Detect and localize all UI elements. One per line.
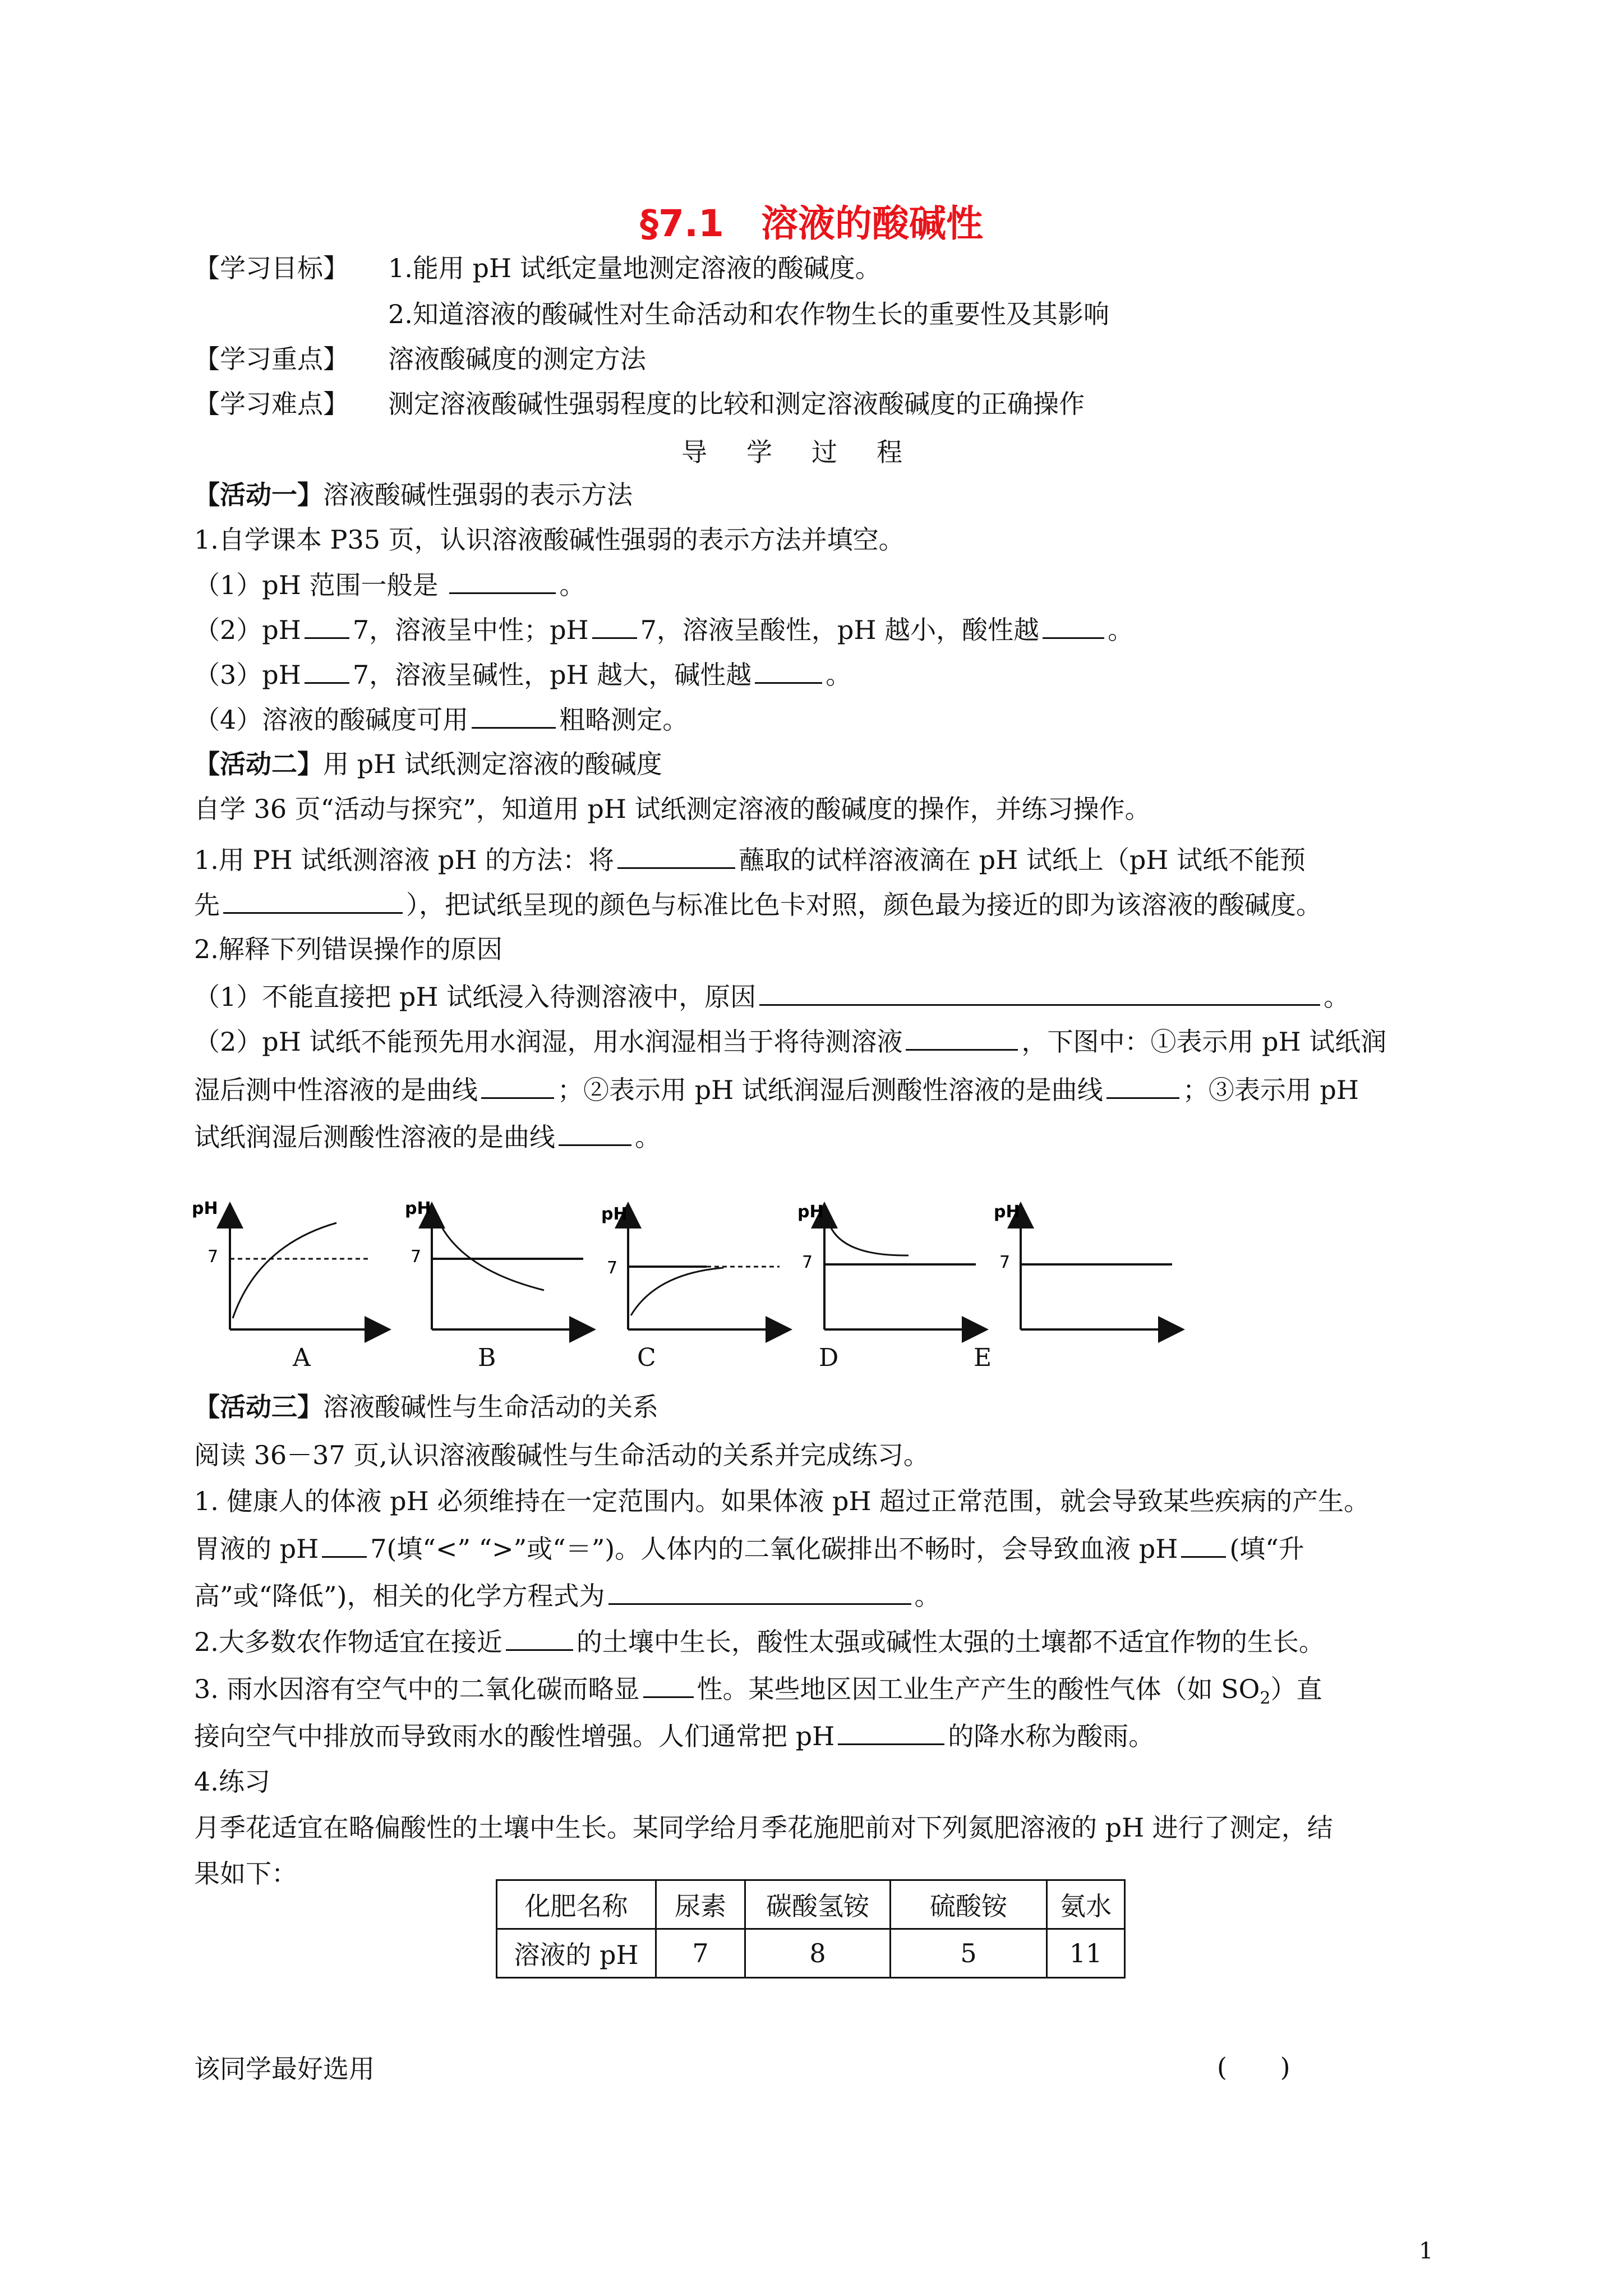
- table-cell: 硫酸铵: [891, 1880, 1047, 1929]
- figure-e-ref-label: 7: [999, 1253, 1011, 1272]
- objective-2: 2.知道溶液的酸碱性对生命活动和农作物生长的重要性及其影响: [388, 299, 1109, 329]
- blank-equation[interactable]: [608, 1579, 911, 1605]
- figure-a-ref-label: 7: [208, 1247, 219, 1267]
- blank-ph-range[interactable]: [449, 568, 556, 594]
- objectives-row: [194, 251, 1428, 285]
- activity1-title: 溶液酸碱性强弱的表示方法: [323, 480, 633, 510]
- blank-blood-ph[interactable]: [1181, 1531, 1226, 1558]
- focus-row: [194, 342, 1428, 376]
- activity2-intro: 自学 36 页“活动与探究”，知道用 pH 试纸测定溶液的酸碱度的操作，并练习操作。: [194, 794, 1151, 824]
- fertilizer-table: [496, 1879, 1126, 1978]
- difficulty-label: 【学习难点】: [194, 389, 349, 419]
- activity3-intro: 阅读 36－37 页,认识溶液酸碱性与生命活动的关系并完成练习。: [194, 1440, 929, 1470]
- table-cell: 碳酸氢铵: [745, 1880, 891, 1929]
- activity1-s4: （4）溶液的酸碱度可用 粗略测定。: [194, 702, 1428, 737]
- figure-letter-c: C: [637, 1343, 656, 1372]
- table-cell: 氨水: [1047, 1880, 1125, 1929]
- activity2-q2-2-line1: （2）pH 试纸不能预先用水润湿，用水润湿相当于将待测溶液 ，下图中：①表示用 pH 试纸润: [194, 1024, 1428, 1059]
- focus-text: 溶液酸碱度的测定方法: [388, 344, 646, 374]
- table-cell: 化肥名称: [497, 1880, 656, 1929]
- activity2-q2-2-line3: 试纸润湿后测酸性溶液的是曲线 。: [194, 1120, 1428, 1154]
- table-cell: 8: [745, 1929, 891, 1978]
- activity3-p3-line1: 3. 雨水因溶有空气中的二氧化碳而略显 性。某些地区因工业生产产生的酸性气体（如 $SO_2$）直: [194, 1672, 1428, 1715]
- activity2-q1-line2: 先 ），把试纸呈现的颜色与标准比色卡对照，颜色最为接近的即为该溶液的酸碱度。: [194, 887, 1428, 922]
- difficulty-row: [194, 387, 1428, 421]
- objectives-row-2: [194, 297, 1428, 331]
- activity2-q2: 2.解释下列错误操作的原因: [194, 934, 502, 964]
- activity1-s3: （3）pH 7，溶液呈碱性，pH 越大，碱性越 。: [194, 657, 1428, 692]
- blank-acidic[interactable]: [592, 613, 637, 639]
- difficulty-text: 测定溶液酸碱性强弱程度的比较和测定溶液酸碱度的正确操作: [388, 389, 1085, 419]
- blank-basic[interactable]: [305, 657, 349, 684]
- blank-base-strength[interactable]: [755, 657, 822, 684]
- figure-e-axis-label: pH: [994, 1202, 1020, 1222]
- activity3-p5-line1: 月季花适宜在略偏酸性的土壤中生长。某同学给月季花施肥前对下列氮肥溶液的 pH 进行了测定，结: [194, 1812, 1333, 1843]
- blank-acid-strength[interactable]: [1043, 613, 1104, 639]
- activity3-p2: 2.大多数农作物适宜在接近 的土壤中生长，酸性太强或碱性太强的土壤都不适宜作物的生长。: [194, 1625, 1428, 1659]
- table-cell: 7: [656, 1929, 745, 1978]
- ph-curve-figures: [185, 1189, 1223, 1391]
- activity3-p5-line2: 果如下：: [194, 1858, 297, 1889]
- figure-d-curve: [827, 1217, 909, 1255]
- activity3-p1-line3: 高”或“降低”)，相关的化学方程式为 。: [194, 1579, 1428, 1613]
- blank-measure-tool[interactable]: [472, 702, 556, 729]
- activity3-title: 溶液酸碱性与生命活动的关系: [323, 1392, 658, 1422]
- figure-c: [601, 1204, 788, 1329]
- activity3-p3-line2: 接向空气中排放而导致雨水的酸性增强。人们通常把 pH 的降水称为酸雨。: [194, 1719, 1428, 1753]
- activity2-title: 用 pH 试纸测定溶液的酸碱度: [323, 749, 662, 779]
- activity2-heading: [194, 747, 1428, 781]
- table-cell: 尿素: [656, 1880, 745, 1929]
- blank-neutral[interactable]: [305, 613, 349, 639]
- activity2-q2-1: （1）不能直接把 pH 试纸浸入待测溶液中，原因 。: [194, 979, 1428, 1014]
- figure-e: [994, 1202, 1181, 1329]
- activity1-heading: [194, 478, 1428, 512]
- figure-d-axis-label: pH: [797, 1202, 824, 1222]
- blank-reason[interactable]: [759, 979, 1320, 1006]
- activity2-head: 【活动二】: [194, 749, 323, 779]
- figure-letter-a: A: [293, 1343, 311, 1372]
- figure-a-curve: [233, 1223, 336, 1318]
- figure-c-curve: [631, 1268, 723, 1315]
- figure-b: [405, 1199, 592, 1329]
- figure-d: [797, 1202, 984, 1329]
- activity1-s1: （1）pH 范围一般是 。: [194, 568, 1428, 602]
- figure-c-ref-label: 7: [607, 1258, 618, 1278]
- activity2-q1-line1: 1.用 PH 试纸测溶液 pH 的方法：将 蘸取的试样溶液滴在 pH 试纸上（pH 试纸不能预: [194, 843, 1428, 877]
- blank-curve-2[interactable]: [1106, 1073, 1179, 1099]
- page-number: 1: [1419, 2238, 1433, 2264]
- figure-b-axis-label: pH: [405, 1199, 431, 1218]
- figure-letter-d: D: [819, 1343, 839, 1372]
- figure-b-curve: [435, 1212, 544, 1290]
- figure-letter-e: E: [974, 1343, 992, 1372]
- final-question: 该同学最好选用: [194, 2054, 375, 2084]
- process-title: 导学过程: [681, 437, 942, 467]
- activity3-p4: 4.练习: [194, 1766, 270, 1797]
- activity3-p1-line2: 胃液的 pH 7(填“<” “>”或“＝”)。人体内的二氧化碳排出不畅时，会导致血液 pH (填“升: [194, 1531, 1428, 1566]
- figure-b-ref-label: 7: [411, 1247, 422, 1267]
- blank-gastric-ph[interactable]: [322, 1531, 367, 1558]
- blank-pretreat[interactable]: [223, 887, 403, 914]
- figure-a: [192, 1199, 387, 1329]
- page-title: §7.1 溶液的酸碱性: [640, 202, 983, 245]
- table-cell: 溶液的 pH: [497, 1929, 656, 1978]
- activity3-p1-line1: 1. 健康人的体液 pH 必须维持在一定范围内。如果体液 pH 超过正常范围，就会导致某些疾病的产生。: [194, 1486, 1370, 1516]
- figure-letter-b: B: [478, 1343, 496, 1372]
- blank-soil[interactable]: [506, 1625, 573, 1651]
- objective-1: 1.能用 pH 试纸定量地测定溶液的酸碱度。: [388, 253, 881, 283]
- figure-d-ref-label: 7: [802, 1253, 813, 1272]
- activity1-q1: 1.自学课本 P35 页，认识溶液酸碱性强弱的表示方法并填空。: [194, 524, 905, 555]
- activity1-s2: （2）pH 7，溶液呈中性；pH 7，溶液呈酸性，pH 越小，酸性越 。: [194, 613, 1428, 647]
- blank-dip-tool[interactable]: [617, 843, 735, 869]
- answer-blank[interactable]: ( ): [1217, 2052, 1313, 2082]
- activity1-head: 【活动一】: [194, 480, 323, 510]
- blank-dilute[interactable]: [906, 1024, 1018, 1051]
- activity2-q2-2-line2: 湿后测中性溶液的是曲线 ；②表示用 pH 试纸润湿后测酸性溶液的是曲线 ；③表示用 pH: [194, 1073, 1428, 1107]
- focus-label: 【学习重点】: [194, 344, 349, 374]
- figure-c-axis-label: pH: [601, 1204, 628, 1224]
- objectives-label: 【学习目标】: [194, 253, 349, 283]
- blank-acid-rain-ph[interactable]: [838, 1719, 944, 1745]
- table-cell: 5: [891, 1929, 1047, 1978]
- table-row: [497, 1880, 1125, 1929]
- activity3-head: 【活动三】: [194, 1392, 323, 1422]
- table-row: [497, 1929, 1125, 1978]
- blank-curve-3[interactable]: [559, 1120, 631, 1146]
- figure-a-axis-label: pH: [192, 1199, 218, 1218]
- blank-curve-1[interactable]: [481, 1073, 554, 1099]
- activity3-heading: [194, 1390, 1428, 1424]
- table-cell: 11: [1047, 1929, 1125, 1978]
- blank-rain-nature[interactable]: [643, 1672, 694, 1698]
